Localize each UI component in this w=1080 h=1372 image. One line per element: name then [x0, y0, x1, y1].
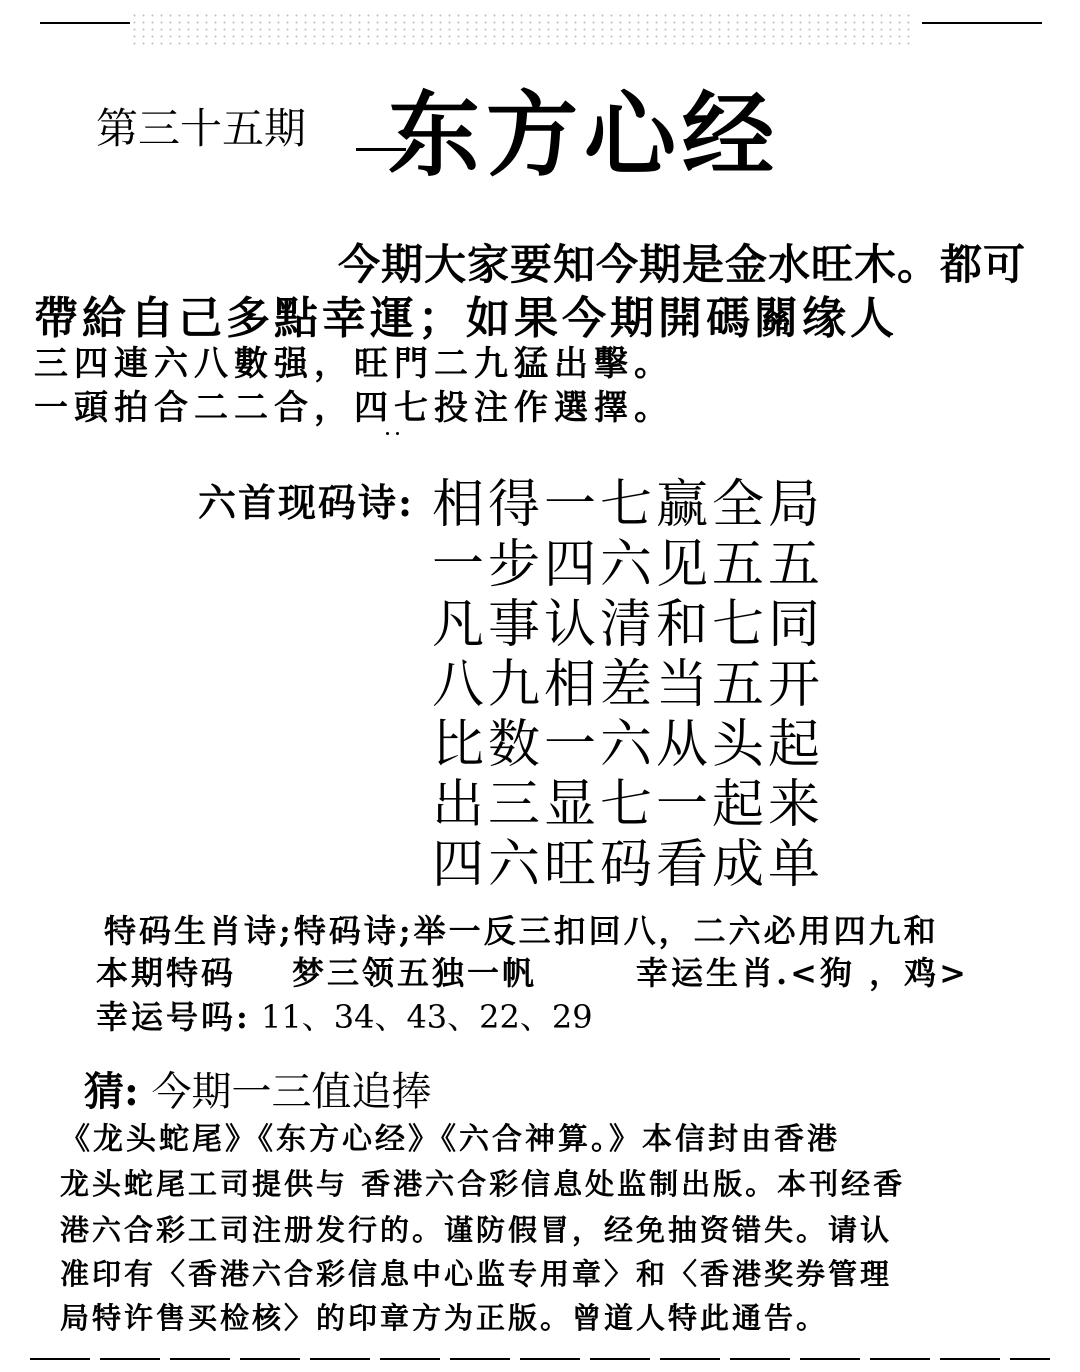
poem-line: 比数一六从头起 — [432, 715, 825, 775]
intro-line-4: 一頭拍合二二合，四七投注作選擇。 — [34, 388, 674, 428]
intro-line-1: 今期大家要知今期是金水旺木。都可 — [338, 240, 1027, 289]
period-value: 梦三领五独一帆 — [292, 954, 538, 992]
lucky-numbers-row — [96, 992, 593, 1038]
top-rule-left — [40, 22, 130, 24]
notice-line: 龙头蛇尾工司提供与 香港六合彩信息处监制出版。本刊经香 — [60, 1167, 906, 1201]
poem-line: 出三显七一起来 — [432, 775, 825, 835]
special-code-poem: 特码生肖诗;特码诗;举一反三扣回八，二六必用四九和 — [104, 912, 939, 950]
period-label: 本期特码 — [96, 954, 237, 992]
speck — [396, 432, 399, 435]
top-rule-right — [922, 22, 1042, 24]
poem-line: 四六旺码看成单 — [432, 835, 825, 895]
poem-line: 相得一七赢全局 — [432, 475, 825, 535]
poem-line: 凡事认清和七同 — [432, 595, 825, 655]
page-title: 东方心经 — [388, 81, 781, 189]
poem-line: 八九相差当五开 — [432, 655, 825, 715]
bottom-rule — [30, 1358, 1050, 1360]
lucky-numbers: 11、34、43、22、29 — [261, 998, 593, 1036]
notice-line: 准印有〈香港六合彩信息中心监专用章〉和〈香港奖券管理 — [60, 1257, 893, 1291]
dotted-texture — [130, 12, 910, 46]
guess-row — [84, 1060, 431, 1117]
poem-label: 六首现码诗: — [198, 480, 415, 525]
notice-line: 港六合彩工司注册发行的。谨防假冒，经免抽资错失。请认 — [60, 1213, 893, 1247]
intro-line-2: 帶給自己多點幸運；如果今期開碼關缘人 — [34, 293, 898, 344]
issue-number: 第三十五期 — [96, 104, 307, 153]
period-special-row — [96, 948, 969, 994]
intro-line-3: 三四連六八數强，旺門二九猛出擊。 — [34, 344, 674, 384]
lucky-numbers-label: 幸运号吗: — [96, 998, 251, 1036]
speck — [386, 432, 389, 435]
poem-line: 一步四六见五五 — [432, 535, 825, 595]
notice-line: 《龙头蛇尾》《东方心经》《六合神算。》本信封由香港 — [60, 1122, 840, 1157]
guess-text: 今期一三值追捧 — [151, 1069, 432, 1115]
lucky-zodiac: 幸运生肖.<狗 ，鸡> — [636, 954, 969, 992]
guess-label: 猜: — [84, 1068, 139, 1115]
notice-line: 局特许售买检核〉的印章方为正版。曾道人特此通告。 — [60, 1301, 829, 1335]
